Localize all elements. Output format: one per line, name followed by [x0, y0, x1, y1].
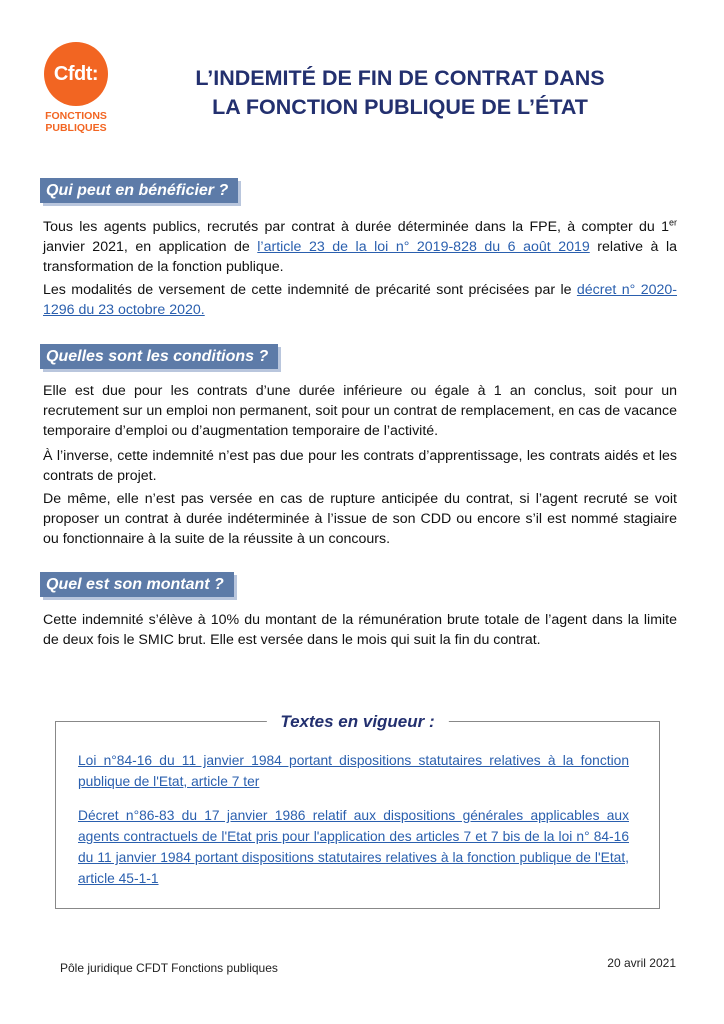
decret-86-83-link-text[interactable]: Décret n°86-83 du 17 janvier 1986 relatif aux dispositions générales applicables aux agents contractuels de l'Etat pris pour l'application des articles 7 et 7 bis de la loi n° 84-16 du 11 janvier 1984 portant dispositions statutaires relatives à la fonction publique de l'Etat, article 45-1-1 — [78, 808, 629, 886]
logo-subtitle — [42, 110, 110, 134]
section-heading-montant: Quel est son montant ? — [40, 572, 234, 597]
logo-sub-line1: FONCTIONS — [45, 110, 107, 122]
s1p1-text-c: relative à la transformation de la fonction publique. — [43, 239, 678, 275]
section1-paragraph1 — [43, 217, 677, 277]
s1p2-text-a: Les modalités de versement de cette indemnité de précarité sont précisées par le — [43, 282, 577, 298]
decret-86-83-link[interactable] — [78, 805, 629, 889]
title-line2: LA FONCTION PUBLIQUE DE L’ÉTAT — [212, 95, 588, 119]
textes-en-vigueur-box — [55, 712, 660, 909]
s1p1-text-a: Tous les agents publics, recrutés par contrat à durée déterminée dans la FPE, à compter du 1 — [43, 219, 669, 235]
section2-paragraph1: Elle est due pour les contrats d’une durée inférieure ou égale à 1 an conclus, soit pour un recrutement sur un emploi non permanent, soit pour un contrat de remplacement, en cas de vacance temporaire d’emploi ou d’augmentation temporaire de l’activité. — [43, 383, 677, 439]
section1-paragraph2 — [43, 280, 677, 320]
title-line1: L’INDEMITÉ DE FIN DE CONTRAT DANS — [195, 66, 605, 90]
section3-paragraph1: Cette indemnité s’élève à 10% du montant de la rémunération brute totale de l’agent dans la limite de deux fois le SMIC brut. Elle est versée dans le mois qui suit la fin du contrat. — [43, 612, 677, 648]
s1p1-text-b: janvier 2021, en application de — [43, 239, 258, 255]
page-title — [130, 64, 670, 122]
section-heading-beneficiaires: Qui peut en bénéficier ? — [40, 178, 238, 203]
cfdt-logo — [42, 42, 116, 134]
footer-date: 20 avril 2021 — [607, 956, 676, 970]
s1p1-sup: er — [668, 217, 677, 228]
loi-84-16-link[interactable] — [78, 750, 629, 792]
footer-author: Pôle juridique CFDT Fonctions publiques — [60, 961, 278, 975]
section2-paragraph2: À l’inverse, cette indemnité n’est pas due pour les contrats d’apprentissage, les contrats aidés et les contrats de projet. — [43, 448, 677, 484]
logo-sub-line2: PUBLIQUES — [45, 122, 107, 134]
textes-box-title: Textes en vigueur : — [266, 710, 448, 734]
logo-circle — [44, 42, 108, 106]
loi-2019-828-link[interactable]: l’article 23 de la loi n° 2019-828 du 6 août 2019 — [257, 239, 590, 255]
section-heading-conditions: Quelles sont les conditions ? — [40, 344, 278, 369]
decret-2020-1296-link[interactable]: décret n° 2020-1296 du 23 octobre 2020. — [43, 282, 677, 318]
logo-brand-text: Cfdt: — [53, 62, 99, 85]
section2-paragraph3: De même, elle n’est pas versée en cas de rupture anticipée du contrat, si l’agent recruté se voit proposer un contrat à durée indéterminée à l’issue de son CDD ou encore s’il est nommé stagiaire ou fonctionnaire à la suite de la réussite à un concours. — [43, 491, 677, 547]
loi-84-16-link-text[interactable]: Loi n°84-16 du 11 janvier 1984 portant dispositions statutaires relatives à la fonction publique de l'Etat, article 7 ter — [78, 753, 629, 789]
